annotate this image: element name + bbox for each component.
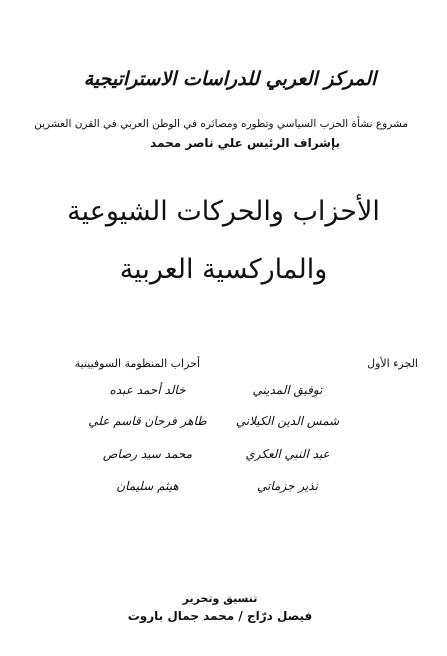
author-name: خالد أحمد عبده	[109, 383, 186, 397]
part-subtitle: أحزاب المنظومة السوفييتية	[74, 357, 200, 370]
project-description: مشروع نشأة الحزب السياسي وتطوره ومصائره في الوطن العربي في القرن العشرين	[34, 118, 408, 130]
center-name-heading: المركز العربي للدراسات الاستراتيجية	[83, 68, 377, 90]
author-name: نذير جزماتي	[257, 479, 318, 493]
coordination-label: تنسيق وتحرير	[182, 592, 258, 605]
author-name: محمد سيد رصاص	[102, 447, 193, 461]
book-title-line-1: الأحزاب والحركات الشيوعية	[67, 196, 380, 227]
part-label: الجزء الأول	[367, 357, 418, 370]
author-name: توفيق المديني	[252, 383, 323, 397]
author-name: هيثم سليمان	[116, 479, 179, 493]
author-name: عبد النبي العكري	[245, 447, 330, 461]
book-title-line-2: والماركسية العربية	[119, 254, 328, 285]
author-name: طاهر فرحان قاسم علي	[88, 414, 207, 428]
coordination-names: فيصل درّاج / محمد جمال باروت	[127, 609, 313, 623]
supervision-line: بإشراف الرئيس علي ناصر محمد	[150, 136, 340, 150]
author-name: شمس الدين الكيلاني	[235, 414, 340, 428]
